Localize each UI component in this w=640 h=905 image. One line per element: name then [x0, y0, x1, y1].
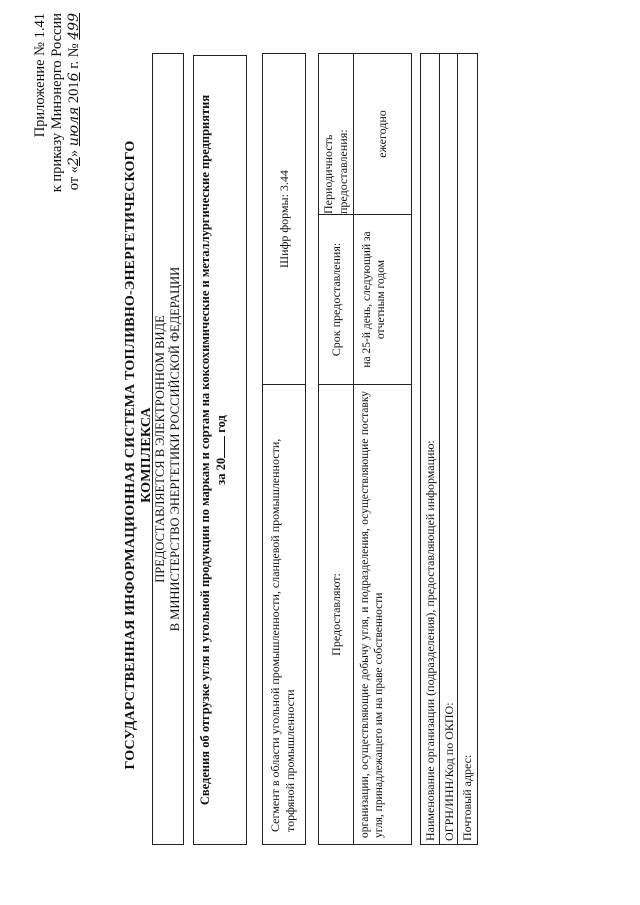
appendix-line-1: Приложение № 1.41 [32, 13, 48, 138]
report-title: Сведения об отгрузке угля и угольной продукции по маркам и сортам на коксохимические и металлургические предприятия [198, 94, 212, 806]
header-submitters: Предоставляют: [319, 384, 353, 844]
submission-table [318, 53, 412, 845]
order-month: июля [66, 106, 82, 147]
report-period [213, 56, 229, 844]
order-year-digit: 6 [66, 72, 82, 82]
segment-row [262, 53, 306, 845]
form-code: Шифр формы: 3.44 [276, 170, 291, 268]
report-year-suffix: год [214, 415, 228, 433]
submission-notice-line-2: В МИНИСТЕРСТВО ЭНЕРГЕТИКИ РОССИЙСКОЙ ФЕДЕРАЦИИ [168, 266, 182, 632]
cell-deadline: на 25-й день, следующий за отчетным годом [354, 214, 411, 384]
order-year-prefix: 201 [66, 81, 82, 104]
table-row [354, 54, 411, 844]
report-year-prefix: за 20 [214, 457, 228, 485]
order-date-mid: » [66, 149, 82, 158]
year-blank [224, 436, 225, 458]
postal-address-field[interactable]: Почтовый адрес: [457, 54, 475, 844]
org-ids-field[interactable]: ОГРН/ИНН/Код по ОКПО: [439, 54, 457, 844]
order-number: 499 [66, 13, 82, 40]
header-frequency: Периодичность предоставления: [321, 129, 350, 214]
org-name-field[interactable]: Наименование организации (подразделения), предоставляющей информацию: [423, 440, 437, 841]
appendix-line-3 [66, 13, 83, 313]
order-no-label: г. № [66, 43, 82, 73]
table-header-row [319, 54, 354, 844]
cell-submitters: организации, осуществляющие добычу угля, и подразделения, осуществляющие поставку угля, принадлежащего им на праве собственности [354, 384, 411, 844]
header-deadline: Срок предоставления: [319, 214, 353, 384]
system-title: ГОСУДАРСТВЕННАЯ ИНФОРМАЦИОННАЯ СИСТЕМА ТОПЛИВНО-ЭНЕРГЕТИЧЕСКОГО КОМПЛЕКСА [123, 140, 154, 770]
order-date-prefix: от « [66, 166, 82, 191]
appendix-reference [32, 13, 83, 313]
submission-notice-box [152, 53, 184, 845]
submission-notice-line-1: ПРЕДОСТАВЛЯЕТСЯ В ЭЛЕКТРОННОМ ВИДЕ [153, 315, 167, 583]
segment-label: Сегмент в области угольной промышленности, сланцевой промышленности, торфяной промышленности [263, 384, 305, 844]
cell-frequency: ежегодно [375, 110, 389, 158]
order-day: 2 [66, 157, 82, 167]
organization-info-box [420, 53, 478, 845]
report-title-box [193, 55, 247, 845]
appendix-line-2: к приказу Минэнерго России [49, 13, 65, 193]
